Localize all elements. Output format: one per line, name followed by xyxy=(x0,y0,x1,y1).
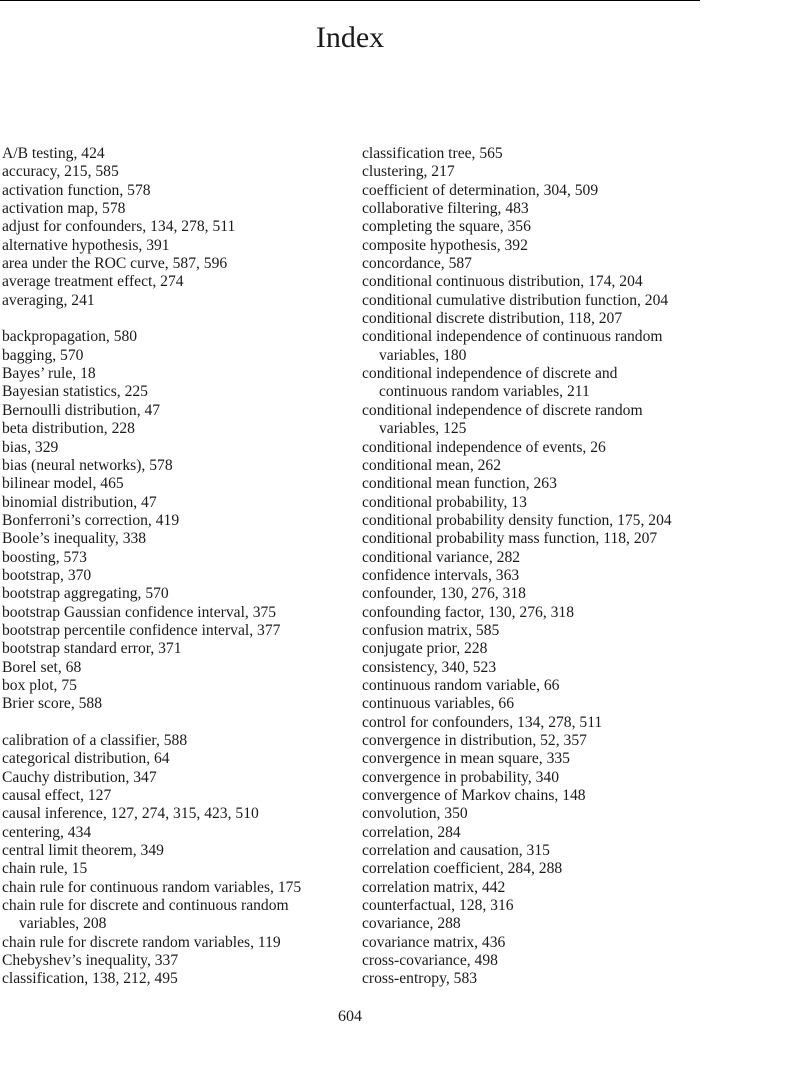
index-entry: confidence intervals, 363 xyxy=(362,566,520,584)
index-entry: bias, 329 xyxy=(2,438,59,456)
letter-group-gap xyxy=(2,714,347,732)
index-entry: confusion matrix, 585 xyxy=(362,621,500,639)
index-entry: bias (neural networks), 578 xyxy=(2,456,173,474)
index-entry: correlation and causation, 315 xyxy=(362,842,550,860)
index-entry: area under the ROC curve, 587, 596 xyxy=(2,255,228,273)
index-entry: adjust for confounders, 134, 278, 511 xyxy=(2,218,236,236)
index-entry: control for confounders, 134, 278, 511 xyxy=(362,713,603,731)
index-entry: central limit theorem, 349 xyxy=(2,842,164,860)
index-entry: binomial distribution, 47 xyxy=(2,493,157,511)
index-entry: conditional mean function, 263 xyxy=(362,475,557,493)
index-entry: clustering, 217 xyxy=(362,163,455,181)
index-entry: conditional mean, 262 xyxy=(362,456,502,474)
index-entry: categorical distribution, 64 xyxy=(2,750,170,768)
index-entry: convergence of Markov chains, 148 xyxy=(362,787,586,805)
index-entry: activation function, 578 xyxy=(2,181,151,199)
index-entry: correlation coefficient, 284, 288 xyxy=(362,860,563,878)
index-entry: Brier score, 588 xyxy=(2,695,103,713)
index-entry: causal effect, 127 xyxy=(2,787,112,805)
index-entry xyxy=(362,402,762,439)
index-entry: conditional continuous distribution, 174, 204 xyxy=(362,273,643,291)
index-entry: consistency, 340, 523 xyxy=(362,658,497,676)
index-entry: conditional probability density function, 175, 204 xyxy=(362,511,672,529)
index-entry-line: chain rule for discrete and continuous random xyxy=(2,897,289,915)
index-entry: centering, 434 xyxy=(2,823,92,841)
index-entry xyxy=(2,897,347,934)
index-entry-line: conditional independence of discrete random xyxy=(362,401,643,419)
index-entry: chain rule for continuous random variables, 175 xyxy=(2,878,302,896)
index-column-right xyxy=(362,145,762,989)
index-entry: confounding factor, 130, 276, 318 xyxy=(362,603,575,621)
index-entry: continuous random variable, 66 xyxy=(362,676,560,694)
index-entry: conditional discrete distribution, 118, 207 xyxy=(362,310,623,328)
index-entry: boosting, 573 xyxy=(2,548,87,566)
index-entry: Boole’s inequality, 338 xyxy=(2,530,147,548)
page-number: 604 xyxy=(338,1008,362,1025)
index-entry: conditional probability, 13 xyxy=(362,493,527,511)
index-entry: conditional independence of events, 26 xyxy=(362,438,606,456)
index-entry: bootstrap Gaussian confidence interval, 375 xyxy=(2,603,277,621)
index-entry: accuracy, 215, 585 xyxy=(2,163,119,181)
index-entry: convergence in probability, 340 xyxy=(362,768,560,786)
index-entry: average treatment effect, 274 xyxy=(2,273,184,291)
index-entry: cross-entropy, 583 xyxy=(362,970,478,988)
index-entry: beta distribution, 228 xyxy=(2,420,135,438)
index-entry: bagging, 570 xyxy=(2,346,84,364)
index-entry: bootstrap standard error, 371 xyxy=(2,640,182,658)
index-entry: Chebyshev’s inequality, 337 xyxy=(2,952,179,970)
index-entry: Borel set, 68 xyxy=(2,658,82,676)
index-entry: confounder, 130, 276, 318 xyxy=(362,585,526,603)
letter-group-gap xyxy=(2,310,347,328)
index-entry: Bayesian statistics, 225 xyxy=(2,383,148,401)
index-entry: bootstrap aggregating, 570 xyxy=(2,585,169,603)
index-entry: chain rule, 15 xyxy=(2,860,88,878)
index-entry: correlation matrix, 442 xyxy=(362,878,506,896)
index-entry: collaborative filtering, 483 xyxy=(362,200,529,218)
index-entry xyxy=(362,328,762,365)
index-entry: classification tree, 565 xyxy=(362,145,503,162)
index-entry: conjugate prior, 228 xyxy=(362,640,488,658)
index-entry: calibration of a classifier, 588 xyxy=(2,732,188,749)
index-entry: activation map, 578 xyxy=(2,200,126,218)
index-entry: Bayes’ rule, 18 xyxy=(2,365,96,383)
index-entry: conditional cumulative distribution function, 204 xyxy=(362,291,669,309)
index-entry: convergence in distribution, 52, 357 xyxy=(362,732,587,749)
index-entry: convergence in mean square, 335 xyxy=(362,750,570,768)
index-entry: Cauchy distribution, 347 xyxy=(2,768,157,786)
index-entry: coefficient of determination, 304, 509 xyxy=(362,181,599,199)
index-entry-line: variables, 125 xyxy=(379,420,467,438)
index-entry: alternative hypothesis, 391 xyxy=(2,236,170,254)
index-entry: counterfactual, 128, 316 xyxy=(362,897,514,915)
index-entry: concordance, 587 xyxy=(362,255,472,273)
index-entry: backpropagation, 580 xyxy=(2,328,138,346)
top-rule xyxy=(0,0,700,1)
index-entry: averaging, 241 xyxy=(2,291,95,309)
index-entry: composite hypothesis, 392 xyxy=(362,236,528,254)
index-entry: covariance matrix, 436 xyxy=(362,933,506,951)
index-entry: classification, 138, 212, 495 xyxy=(2,970,178,988)
index-entry: box plot, 75 xyxy=(2,676,77,694)
index-entry: correlation, 284 xyxy=(362,823,461,841)
index-entry: causal inference, 127, 274, 315, 423, 510 xyxy=(2,805,259,823)
index-entry: completing the square, 356 xyxy=(362,218,531,236)
index-entry-line: continuous random variables, 211 xyxy=(379,383,590,401)
index-entry: bootstrap, 370 xyxy=(2,566,92,584)
index-entry: conditional variance, 282 xyxy=(362,548,521,566)
index-column-left xyxy=(2,145,347,989)
index-entry: convolution, 350 xyxy=(362,805,468,823)
index-entry: continuous variables, 66 xyxy=(362,695,515,713)
index-entry: covariance, 288 xyxy=(362,915,461,933)
index-entry: Bonferroni’s correction, 419 xyxy=(2,511,180,529)
index-entry-line: variables, 208 xyxy=(19,915,107,933)
index-entry-line: conditional independence of discrete and xyxy=(362,365,618,383)
index-entry: bootstrap percentile confidence interval, 377 xyxy=(2,621,281,639)
index-entry-line: variables, 180 xyxy=(379,346,467,364)
index-entry: Bernoulli distribution, 47 xyxy=(2,401,161,419)
index-entry: conditional probability mass function, 118, 207 xyxy=(362,530,658,548)
index-entry: bilinear model, 465 xyxy=(2,475,124,493)
index-entry-line: conditional independence of continuous random xyxy=(362,328,663,346)
index-entry xyxy=(362,365,762,402)
index-entry: chain rule for discrete random variables, 119 xyxy=(2,933,281,951)
index-entry: cross-covariance, 498 xyxy=(362,952,498,970)
page-title: Index xyxy=(315,21,385,54)
index-entry: A/B testing, 424 xyxy=(2,145,105,162)
